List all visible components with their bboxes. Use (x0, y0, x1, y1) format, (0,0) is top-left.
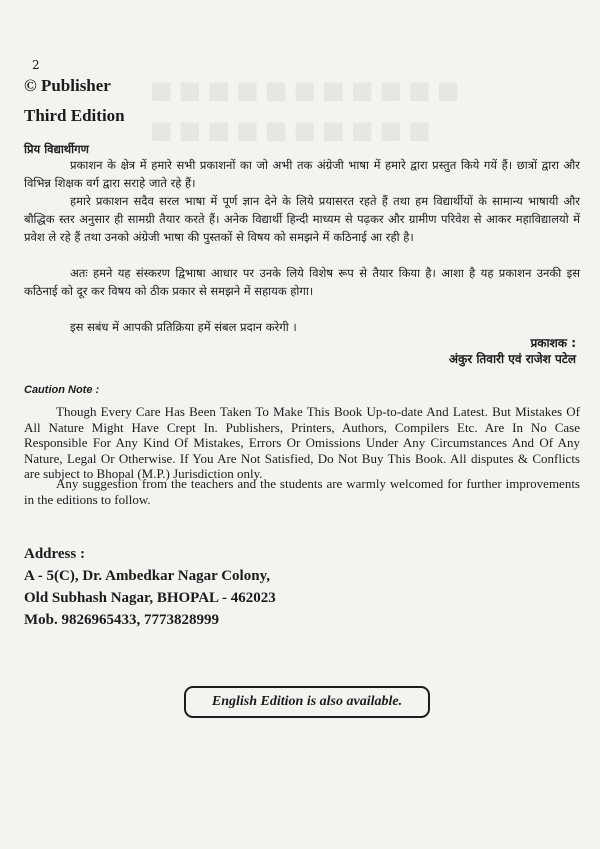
mobile-numbers: Mob. 9826965433, 7773828999 (24, 612, 219, 628)
publisher-copyright: © Publisher (24, 76, 111, 95)
hindi-paragraph-3: अतः हमने यह संस्करण द्विभाषा आधार पर उनके लिये विशेष रूप से तैयार किया है। आशा है यह प्रकाशन उनकी इस कठिनाई को दूर कर विषय को ठीक प्रकार से समझने में सहायक होगा। (24, 266, 580, 298)
caution-paragraph: Though Every Care Has Been Taken To Make This Book Up-to-date And Latest. But Mistakes Of All Nature Might Have Crept In. Publishers, Printers, Authors, Compilers Etc. Are In No Case Responsible For Any Kind Of Mistakes, Errors Or Omissions Under Any Circumstances And Of Any Nature, Legal Or Otherwise. If You Are Not Satisfied, Do Not Buy This Book. All disputes & Conflicts are subject to Bhopal (M.P.) Jurisdiction only. (24, 404, 580, 481)
show-through-print: ■■■■■■■■■■■ ■■■■■■■■■■ (150, 76, 466, 144)
caution-title: Caution Note : (24, 384, 100, 396)
suggestion-paragraph: Any suggestion from the teachers and the students are warmly welcomed for further improvements in the editions to follow. (24, 476, 580, 507)
hindi-paragraph-1: प्रकाशन के क्षेत्र में हमारे सभी प्रकाशनों का जो अभी तक अंग्रेजी भाषा में हमारे द्वारा प्रस्तुत किये गयें हैं। छात्रों द्वारा और विभिन्न शिक्षक वर्ग द्वारा सराहे जाते रहे हैं। (24, 158, 580, 190)
address-label: Address : (24, 546, 85, 562)
hindi-paragraph-2: हमारे प्रकाशन सदैव सरल भाषा में पूर्ण ज्ञान देने के लिये प्रयासरत रहते हैं तथा हम विद्यार्थीयों के सामान्य भाषायी और बौद्धिक स्तर अनुसार ही सामग्री तैयार करते हैं। अनेक विद्यार्थी हिन्दी माध्यम से पढ़कर और ग्रामीण परिवेश से आकर महाविद्यालयो में प्रवेश ले रहे हैं तथा उनको अंग्रेजी भाषा की पुस्तकों से विषय को समझने में कठिनाई आ रही है। (24, 194, 580, 244)
address-line-2: Old Subhash Nagar, BHOPAL - 462023 (24, 590, 276, 606)
signature-names: अंकुर तिवारी एवं राजेश पटेल (448, 352, 576, 366)
english-edition-badge: English Edition is also available. (184, 686, 430, 718)
edition-label: Third Edition (24, 106, 125, 125)
address-line-1: A - 5(C), Dr. Ambedkar Nagar Colony, (24, 568, 270, 584)
page-number: 2 (32, 58, 40, 72)
signature-title: प्रकाशक : (530, 336, 576, 350)
hindi-greeting: प्रिय विद्यार्थीगण (24, 142, 89, 156)
hindi-paragraph-4: इस सबंध में आपकी प्रतिक्रिया हमें संबल प्रदान करेगी । (70, 320, 297, 334)
